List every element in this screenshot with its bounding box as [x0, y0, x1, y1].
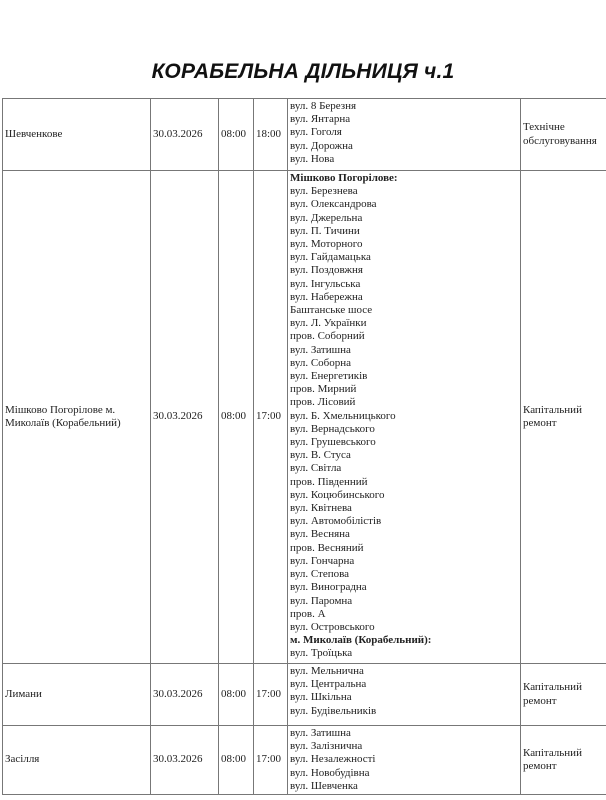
street-item: пров. Лісовий [290, 396, 356, 409]
street-item: вул. Шкільна [290, 691, 352, 704]
street-item: Баштанське шосе [290, 304, 373, 317]
street-item: вул. Незалежності [290, 753, 376, 766]
work-type-cell: Технічне обслуговування [521, 99, 606, 171]
street-item: вул. Гайдамацька [290, 251, 371, 264]
street-item: вул. Мельнична [290, 665, 364, 677]
street-item: вул. Набережна [290, 290, 363, 303]
street-item: вул. Виноградна [290, 581, 367, 594]
streets-cell [288, 171, 521, 664]
settlement-cell: Лимани [3, 664, 151, 726]
street-item: пров. Весняний [290, 541, 364, 554]
street-item: вул. Енергетиків [290, 370, 368, 383]
street-item: вул. Інгульська [290, 277, 361, 290]
outage-schedule-table [2, 98, 606, 795]
street-item: вул. Автомобілістів [290, 515, 382, 528]
street-item: вул. Будівельників [290, 704, 377, 717]
streets-cell [288, 99, 521, 171]
settlement-cell: Засілля [3, 726, 151, 795]
table-row [3, 99, 606, 171]
street-item: пров. Соборний [290, 330, 365, 343]
settlement-cell: Мішково Погорілове м. Миколаїв (Корабельний) [3, 171, 151, 664]
street-item: вул. Весняна [290, 528, 350, 541]
street-item: вул. П. Тичини [290, 224, 360, 237]
table-row [3, 726, 606, 795]
street-item: пров. Південний [290, 475, 368, 488]
street-item: вул. Нова [290, 152, 335, 165]
street-item: вул. Дорожна [290, 139, 353, 152]
street-item: вул. Троїцька [290, 647, 353, 660]
start-time-cell: 08:00 [219, 99, 254, 171]
street-item: вул. Олександрова [290, 198, 377, 211]
table-row [3, 664, 606, 726]
street-group-heading: Мішково Погорілове: [290, 172, 398, 184]
street-item: вул. Затишна [290, 343, 351, 356]
street-item: вул. Вернадського [290, 422, 375, 435]
table-row [3, 171, 606, 664]
page-title: КОРАБЕЛЬНА ДІЛЬНИЦЯ ч.1 [151, 60, 455, 83]
street-item: вул. Янтарна [290, 113, 351, 126]
start-time-cell: 08:00 [219, 171, 254, 664]
street-item: вул. Гоголя [290, 126, 342, 139]
streets-cell [288, 726, 521, 795]
settlement-cell: Шевченкове [3, 99, 151, 171]
street-item: вул. Джерельна [290, 211, 363, 224]
end-time-cell: 17:00 [254, 664, 288, 726]
streets-cell [288, 664, 521, 726]
street-item: вул. Степова [290, 568, 350, 581]
street-group-heading: м. Миколаїв (Корабельний): [290, 634, 432, 647]
date-cell: 30.03.2026 [151, 99, 219, 171]
street-item: вул. Центральна [290, 678, 367, 691]
street-item: вул. 8 Березня [290, 100, 357, 112]
work-type-cell: Капітальний ремонт [521, 664, 606, 726]
street-item: вул. Березнева [290, 185, 358, 198]
start-time-cell: 08:00 [219, 664, 254, 726]
date-cell: 30.03.2026 [151, 171, 219, 664]
street-item: вул. Б. Хмельницького [290, 409, 396, 422]
end-time-cell: 17:00 [254, 171, 288, 664]
start-time-cell: 08:00 [219, 726, 254, 795]
street-item: вул. Поздовжня [290, 264, 363, 277]
street-item: вул. Паромна [290, 594, 353, 607]
street-item: вул. Залізнична [290, 740, 363, 753]
end-time-cell: 17:00 [254, 726, 288, 795]
street-item: вул. Шевченка [290, 779, 358, 792]
end-time-cell: 18:00 [254, 99, 288, 171]
street-item: вул. Моторного [290, 238, 363, 251]
street-item: вул. Затишна [290, 727, 351, 739]
street-item: вул. Новобудівна [290, 766, 370, 779]
street-item: вул. Грушевського [290, 436, 376, 449]
date-cell: 30.03.2026 [151, 664, 219, 726]
street-item: вул. Гончарна [290, 554, 355, 567]
street-item: пров. А [290, 607, 326, 620]
street-item: пров. Мирний [290, 383, 357, 396]
street-item: вул. Островського [290, 620, 375, 633]
work-type-cell: Капітальний ремонт [521, 726, 606, 795]
date-cell: 30.03.2026 [151, 726, 219, 795]
street-item: вул. Л. Українки [290, 317, 367, 330]
work-type-cell: Капітальний ремонт [521, 171, 606, 664]
street-item: вул. Квітнева [290, 502, 352, 515]
street-item: вул. В. Стуса [290, 449, 351, 462]
street-item: вул. Соборна [290, 356, 352, 369]
street-item: вул. Світла [290, 462, 342, 475]
street-item: вул. Коцюбинського [290, 488, 385, 501]
